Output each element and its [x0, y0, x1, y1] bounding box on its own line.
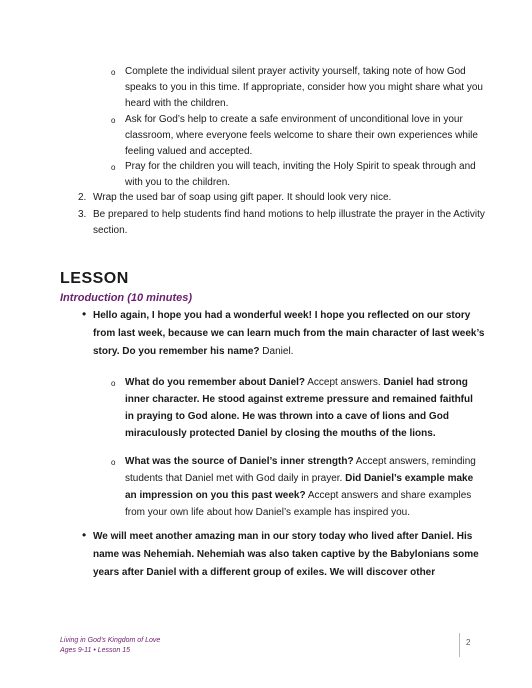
bullet-line: We will meet another amazing man in our story today who lived after Daniel. His	[93, 531, 473, 542]
list-number: 3.	[78, 209, 87, 220]
list-marker: o	[111, 379, 116, 388]
bullet-line: Hello again, I hope you had a wonderful week! I hope you reflected on our story	[93, 310, 471, 321]
sub-item-line: from your own life about how Daniel’s example has inspired you.	[125, 507, 410, 518]
footer-divider	[459, 633, 460, 657]
bullet-line: story. Do you remember his name? Daniel.	[93, 346, 294, 357]
list-item-line: Pray for the children you will teach, inviting the Holy Spirit to speak through and	[125, 161, 476, 172]
sub-item-line: miraculously protected Daniel by closing the mouths of the lions.	[125, 428, 436, 439]
bullet-marker: •	[82, 307, 87, 321]
section-subheading: Introduction (10 minutes)	[60, 292, 192, 304]
sub-item-line: an impression on you this past week? Accept answers and share examples	[125, 490, 472, 501]
list-marker: o	[111, 116, 116, 125]
bullet-line: years after Daniel with a different group of exiles. We will discover other	[93, 567, 436, 578]
bullet-marker: •	[82, 528, 87, 542]
list-item-line: section.	[93, 225, 128, 236]
list-number: 2.	[78, 192, 87, 203]
list-marker: o	[111, 68, 116, 77]
section-heading: LESSON	[60, 270, 129, 287]
list-item-line: Complete the individual silent prayer activity yourself, taking note of how God	[125, 66, 466, 77]
footer-subtitle: Ages 9-11 • Lesson 15	[60, 647, 131, 654]
list-item-line: classroom, where everyone feels welcome to share their own experiences while	[125, 130, 478, 141]
sub-item-line: students that Daniel met with God daily in prayer. Did Daniel’s example make	[125, 473, 474, 484]
sub-item-line: in praying to God alone. He was thrown into a cave of lions and God	[125, 411, 449, 422]
page-number: 2	[466, 638, 471, 647]
list-item-line: Wrap the used bar of soap using gift paper. It should look very nice.	[93, 192, 392, 203]
sub-item-line: What was the source of Daniel’s inner strength? Accept answers, reminding	[125, 456, 476, 467]
bullet-line: from last week, because we can learn much from the main character of last week’s	[93, 328, 485, 339]
sub-item-line: inner character. He stood against extreme pressure and remained faithful	[125, 394, 473, 405]
list-item-line: feeling valued and accepted.	[125, 146, 253, 157]
list-item-line: heard with the children.	[125, 98, 229, 109]
sub-item-line: What do you remember about Daniel? Accept answers. Daniel had strong	[125, 377, 468, 388]
footer-title: Living in God’s Kingdom of Love	[60, 637, 161, 644]
list-item-line: with you to the children.	[125, 177, 231, 188]
list-marker: o	[111, 163, 116, 172]
list-item-line: Be prepared to help students find hand motions to help illustrate the prayer in the Activity	[93, 209, 485, 220]
bullet-line: name was Nehemiah. Nehemiah was also taken captive by the Babylonians some	[93, 549, 479, 560]
list-item-line: speaks to you in this time. If appropriate, consider how you might share what you	[125, 82, 483, 93]
list-item-line: Ask for God’s help to create a safe environment of unconditional love in your	[125, 114, 463, 125]
list-marker: o	[111, 458, 116, 467]
